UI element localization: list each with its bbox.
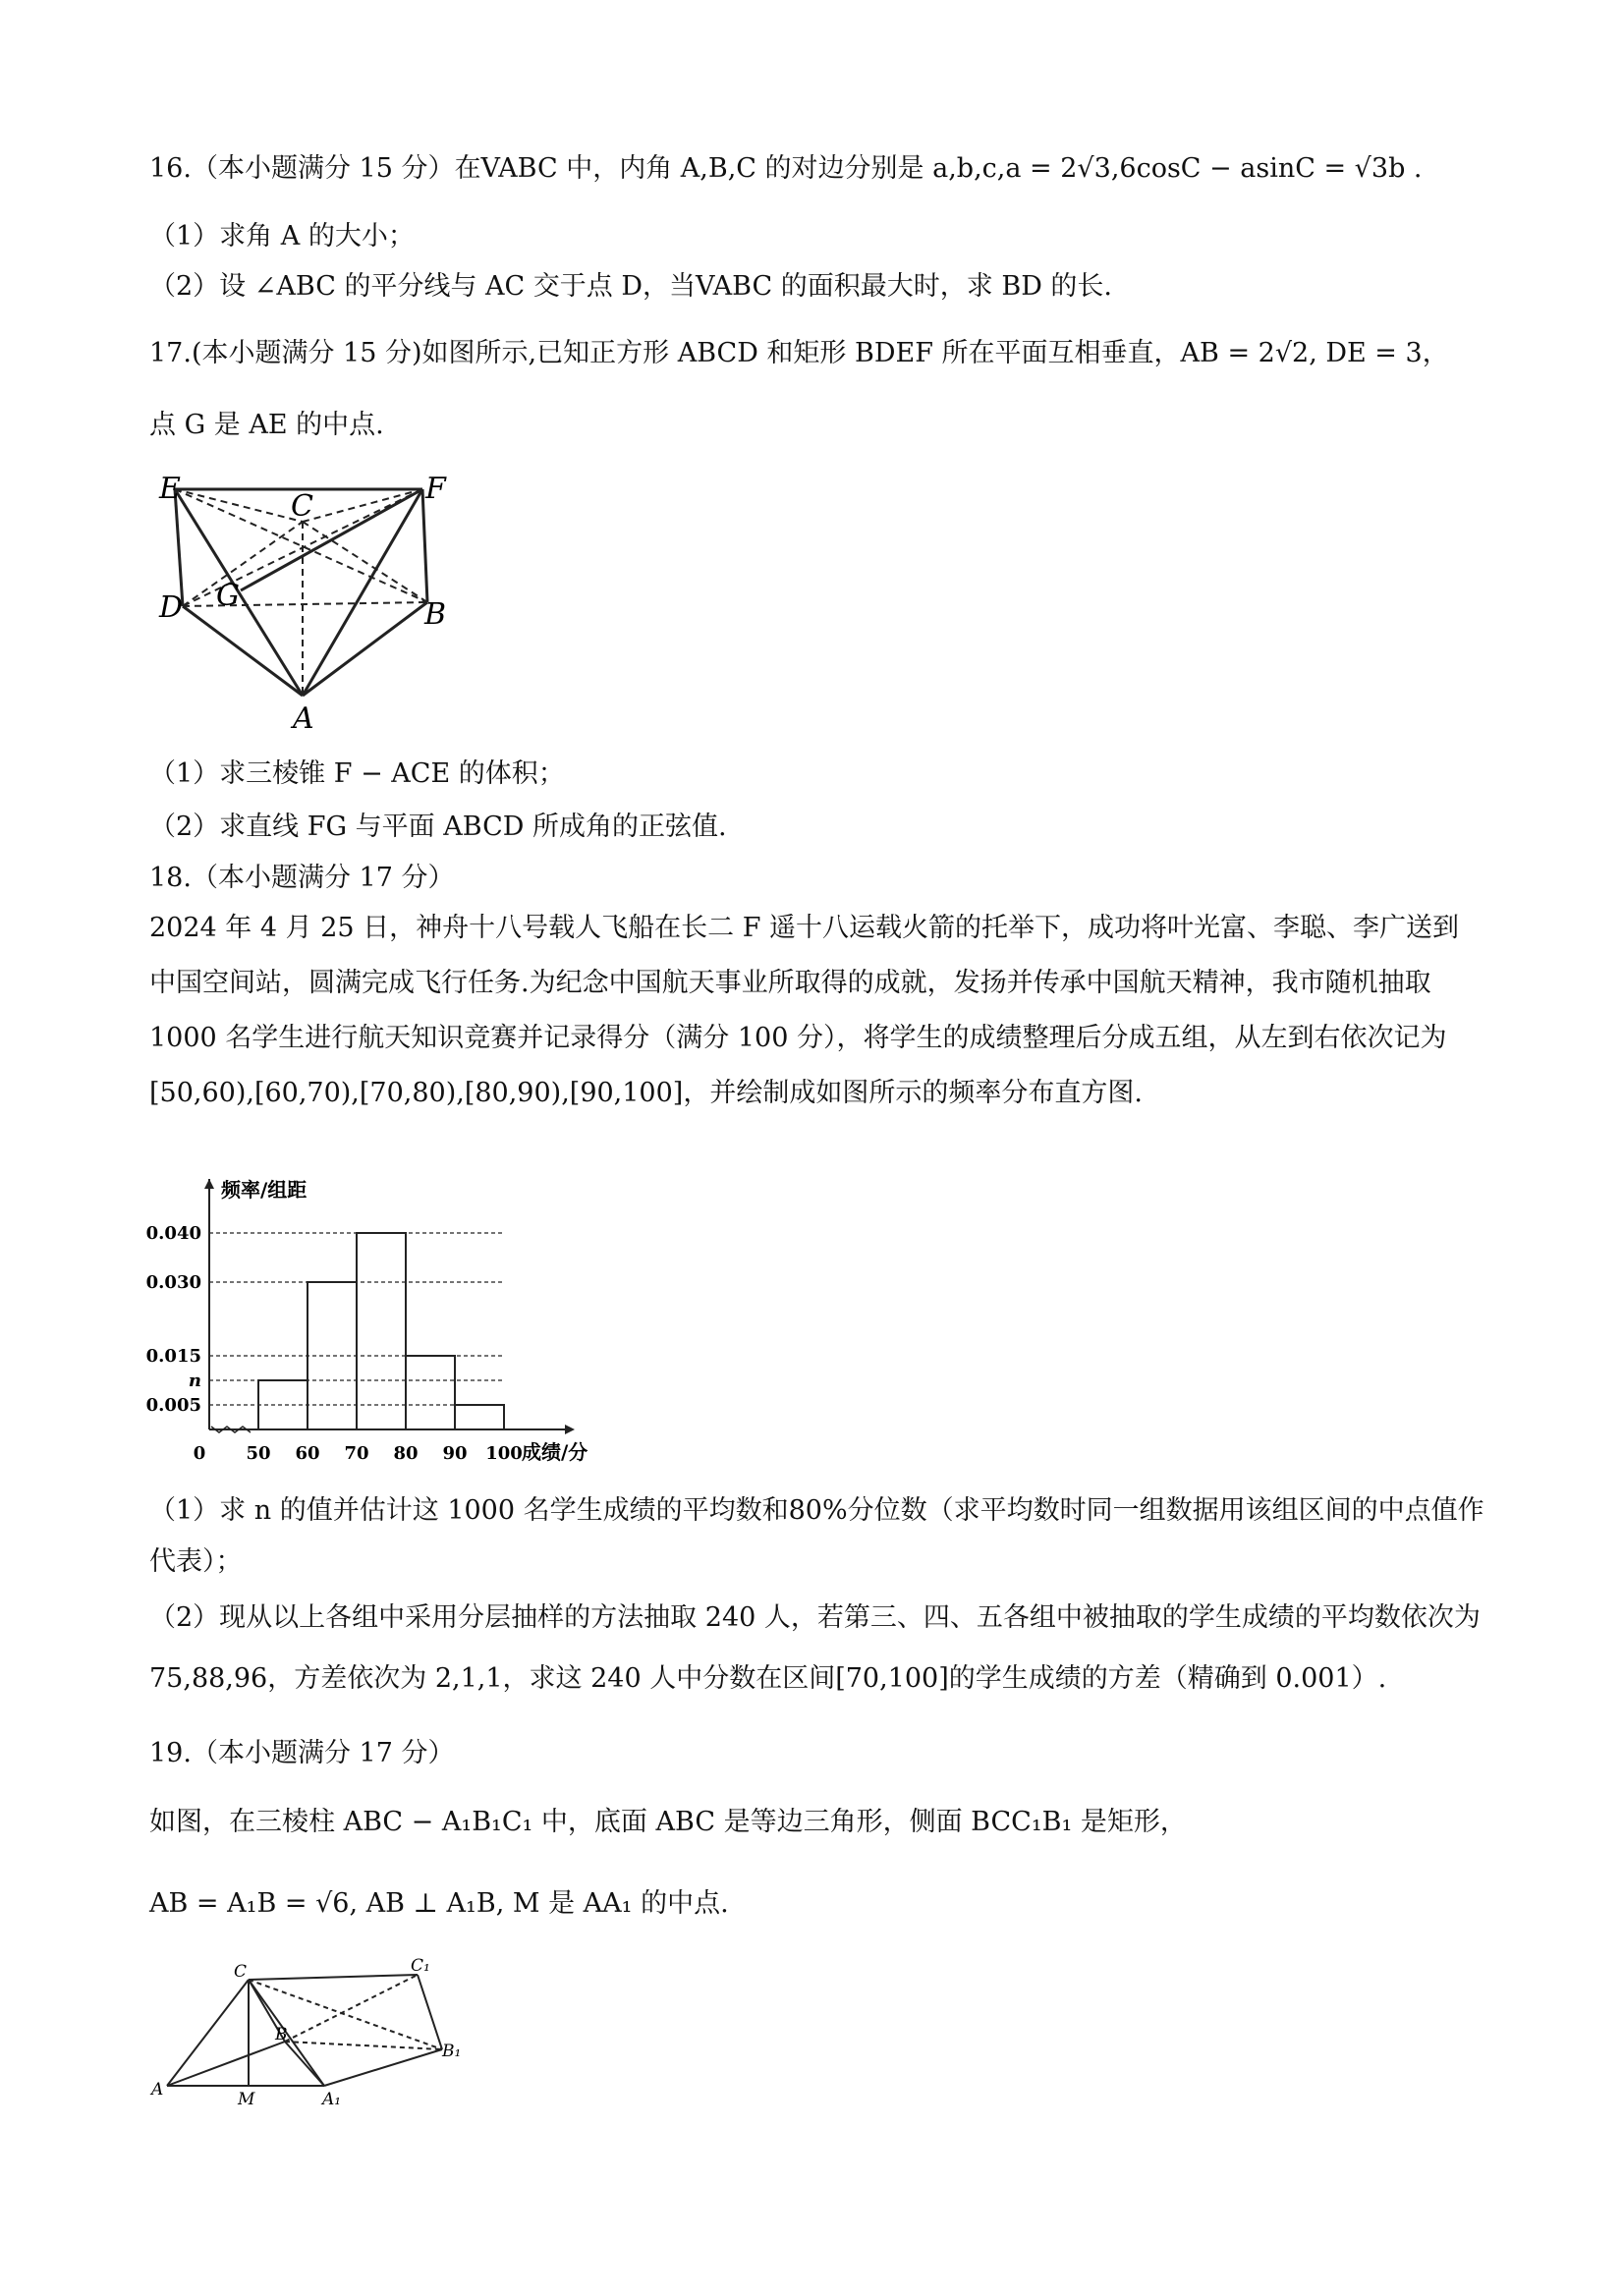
q17-part2: （2）求直线 FG 与平面 ABCD 所成角的正弦值. xyxy=(149,812,727,842)
q17-stem-line1: 17.(本小题满分 15 分)如图所示,已知正方形 ABCD 和矩形 BDEF 所在平面互相垂直，AB = 2√2, DE = 3， xyxy=(149,338,1449,368)
bar-2 xyxy=(357,1233,406,1429)
q19-label-B1: B₁ xyxy=(442,2042,462,2061)
q16-part2: （2）设 ∠ABC 的平分线与 AC 交于点 D，当VABC 的面积最大时，求 BD 的长. xyxy=(149,271,1113,302)
y-tick-label-3: n xyxy=(188,1371,201,1391)
q18-part1: （1）求 n 的值并估计这 1000 名学生成绩的平均数和80%分位数（求平均数时同一组数据用该组区间的中点值作代表）； xyxy=(149,1495,1484,1577)
x-tick-label-6: 100 xyxy=(485,1443,523,1464)
x-axis-label: 成绩/分 xyxy=(522,1440,588,1464)
q19-label-A1: A₁ xyxy=(322,2090,342,2109)
y-axis-label: 频率/组距 xyxy=(221,1178,308,1202)
x-axis-arrow xyxy=(565,1425,575,1434)
q17-label-C: C xyxy=(291,489,313,524)
q17-label-F: F xyxy=(425,472,446,506)
bar-3 xyxy=(406,1356,455,1429)
x-tick-label-1: 50 xyxy=(246,1443,271,1464)
q17-label-D: D xyxy=(159,590,184,625)
q19-stem-line2: AB = A₁B = √6, AB ⊥ A₁B, M 是 AA₁ 的中点. xyxy=(149,1888,729,1919)
q17-label-G: G xyxy=(216,579,240,613)
q16-stem: 16.（本小题满分 15 分）在VABC 中，内角 A,B,C 的对边分别是 a,b,c,a = 2√3,6cosC − asinC = √3b . xyxy=(149,153,1423,184)
y-tick-label-1: 0.030 xyxy=(145,1272,201,1293)
q19-title: 19.（本小题满分 17 分） xyxy=(149,1738,455,1768)
q19-label-C1: C₁ xyxy=(411,1956,430,1976)
q17-label-A: A xyxy=(293,701,314,736)
q19-label-C: C xyxy=(234,1962,248,1982)
y-axis-arrow xyxy=(204,1179,214,1189)
x-tick-label-2: 60 xyxy=(295,1443,320,1464)
q19-label-M: M xyxy=(238,2090,255,2109)
q17-label-B: B xyxy=(424,597,447,632)
q19-figure xyxy=(147,1955,481,2112)
y-tick-label-0: 0.040 xyxy=(145,1223,201,1244)
q18-title: 18.（本小题满分 17 分） xyxy=(149,863,455,893)
x-tick-label-5: 90 xyxy=(442,1443,468,1464)
y-tick-label-4: 0.005 xyxy=(145,1395,201,1416)
bar-4 xyxy=(455,1405,504,1429)
x-tick-label-3: 70 xyxy=(344,1443,369,1464)
q18-part2: （2）现从以上各组中采用分层抽样的方法抽取 240 人，若第三、四、五各组中被抽取的学生成绩的平均数依次为 75,88,96，方差依次为 2,1,1，求这 240 人中分数在区间[70,100]的学生成绩的方差（精确到 0.001）. xyxy=(149,1602,1481,1694)
q17-label-E: E xyxy=(159,472,181,506)
x-tick-label-4: 80 xyxy=(393,1443,419,1464)
x-tick-label-0: 0 xyxy=(193,1443,206,1464)
q17-stem-line2: 点 G 是 AE 的中点. xyxy=(149,410,384,440)
y-tick-label-2: 0.015 xyxy=(145,1346,201,1367)
q19-label-B: B xyxy=(275,2025,288,2044)
q19-stem-line1: 如图，在三棱柱 ABC − A₁B₁C₁ 中，底面 ABC 是等边三角形，侧面 BCC₁B₁ 是矩形， xyxy=(149,1807,1187,1837)
q16-part1: （1）求角 A 的大小； xyxy=(149,221,415,252)
q17-figure xyxy=(147,467,462,742)
q17-part1: （1）求三棱锥 F − ACE 的体积； xyxy=(149,758,565,789)
q18-paragraph: 2024 年 4 月 25 日，神舟十八号载人飞船在长二 F 遥十八运载火箭的托举下，成功将叶光富、李聪、李广送到中国空间站，圆满完成飞行任务.为纪念中国航天事业所取得的成就，发扬并传承中国航天精神，我市随机抽取 1000 名学生进行航天知识竞赛并记录得分（满分 100 分），将学生的成绩整理后分成五组，从左到右依次记为[50,60),[60,70),[70,80),[80,90),[90,100]，并绘制成如图所示的频率分布直方图. xyxy=(149,913,1460,1108)
frequency-histogram xyxy=(145,1159,617,1474)
q19-label-A: A xyxy=(151,2080,164,2100)
